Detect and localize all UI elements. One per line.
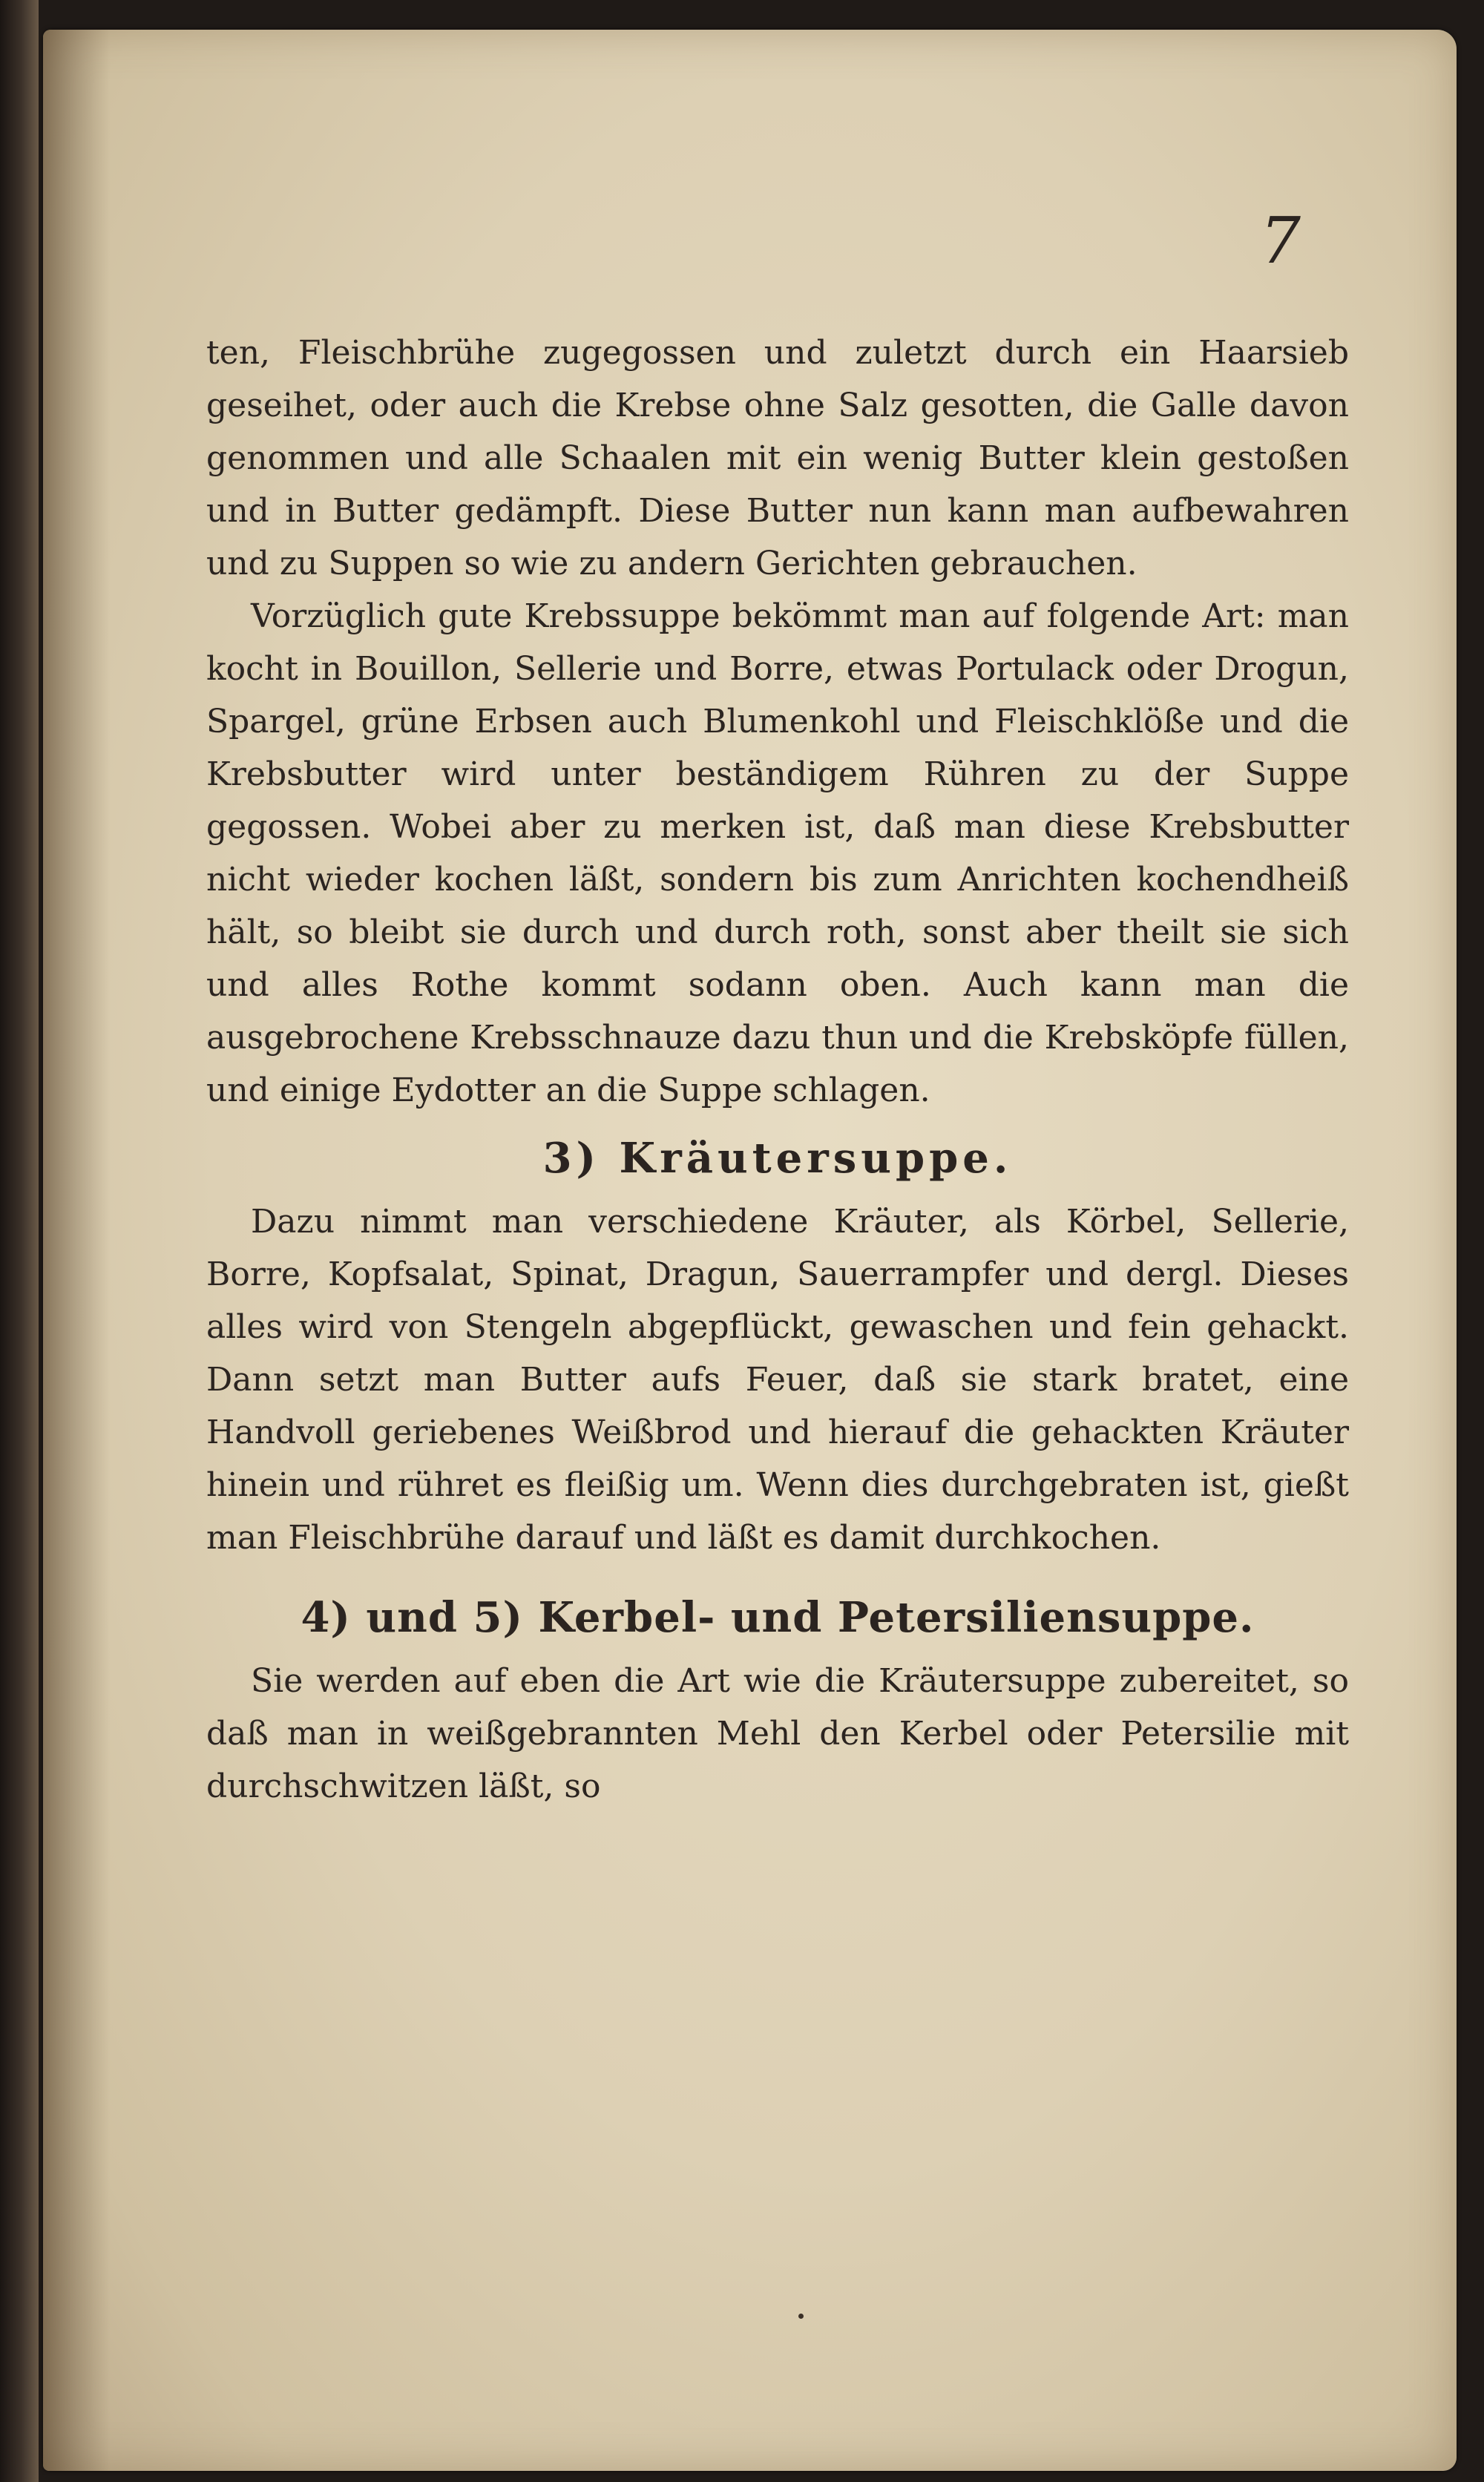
ink-speck (798, 2314, 804, 2319)
heading-kerbel-petersiliensuppe: 4) und 5) Kerbel- und Petersiliensuppe. (301, 1593, 1255, 1642)
previous-page-edge (0, 0, 39, 2482)
page-text (206, 326, 1349, 1813)
book-page (43, 30, 1457, 2471)
gutter-shadow (43, 30, 110, 2471)
page-number: 7 (1260, 204, 1301, 278)
paragraph-kerbel-petersiliensuppe: Sie werden auf eben die Art wie die Kräutersuppe zubereitet, so daß man in weißgebrannten Mehl den Kerbel oder Petersilie mit durchschwitzen läßt, so (206, 1662, 1349, 1805)
heading-kraeutersuppe: 3) Kräutersuppe. (542, 1134, 1013, 1183)
paragraph-krebssuppe: Vorzüglich gute Krebssuppe bekömmt man auf folgende Art: man kocht in Bouillon, Sellerie und Borre, etwas Portulack oder Drogun, Spargel, grüne Erbsen auch Blumenkohl und Fleischklöße und die Krebsbutter wird unter beständigem Rühren zu der Suppe gegossen. Wobei aber zu merken ist, daß man diese Krebsbutter nicht wieder kochen läßt, sondern bis zum Anrichten kochendheiß hält, so bleibt sie durch und durch roth, sonst aber theilt sie sich und alles Rothe kommt sodann oben. Auch kann man die ausgebrochene Krebsschnauze dazu thun und die Krebsköpfe füllen, und einige Eydotter an die Suppe schlagen. (206, 597, 1349, 1109)
paragraph-kraeutersuppe: Dazu nimmt man verschiedene Kräuter, als Körbel, Sellerie, Borre, Kopfsalat, Spinat, Dragun, Sauerrampfer und dergl. Dieses alles wird von Stengeln abgepflückt, gewaschen und fein gehackt. Dann setzt man Butter aufs Feuer, daß sie stark bratet, eine Handvoll geriebenes Weißbrod und hierauf die gehackten Kräuter hinein und rühret es fleißig um. Wenn dies durchgebraten ist, gießt man Fleischbrühe darauf und läßt es damit durchkochen. (206, 1203, 1349, 1557)
paragraph-continuation: ten, Fleischbrühe zugegossen und zuletzt durch ein Haarsieb geseihet, oder auch die Krebse ohne Salz gesotten, die Galle davon genommen und alle Schaalen mit ein wenig Butter klein gestoßen und in Butter gedämpft. Diese Butter nun kann man aufbewahren und zu Suppen so wie zu andern Gerichten gebrauchen. (206, 334, 1349, 582)
